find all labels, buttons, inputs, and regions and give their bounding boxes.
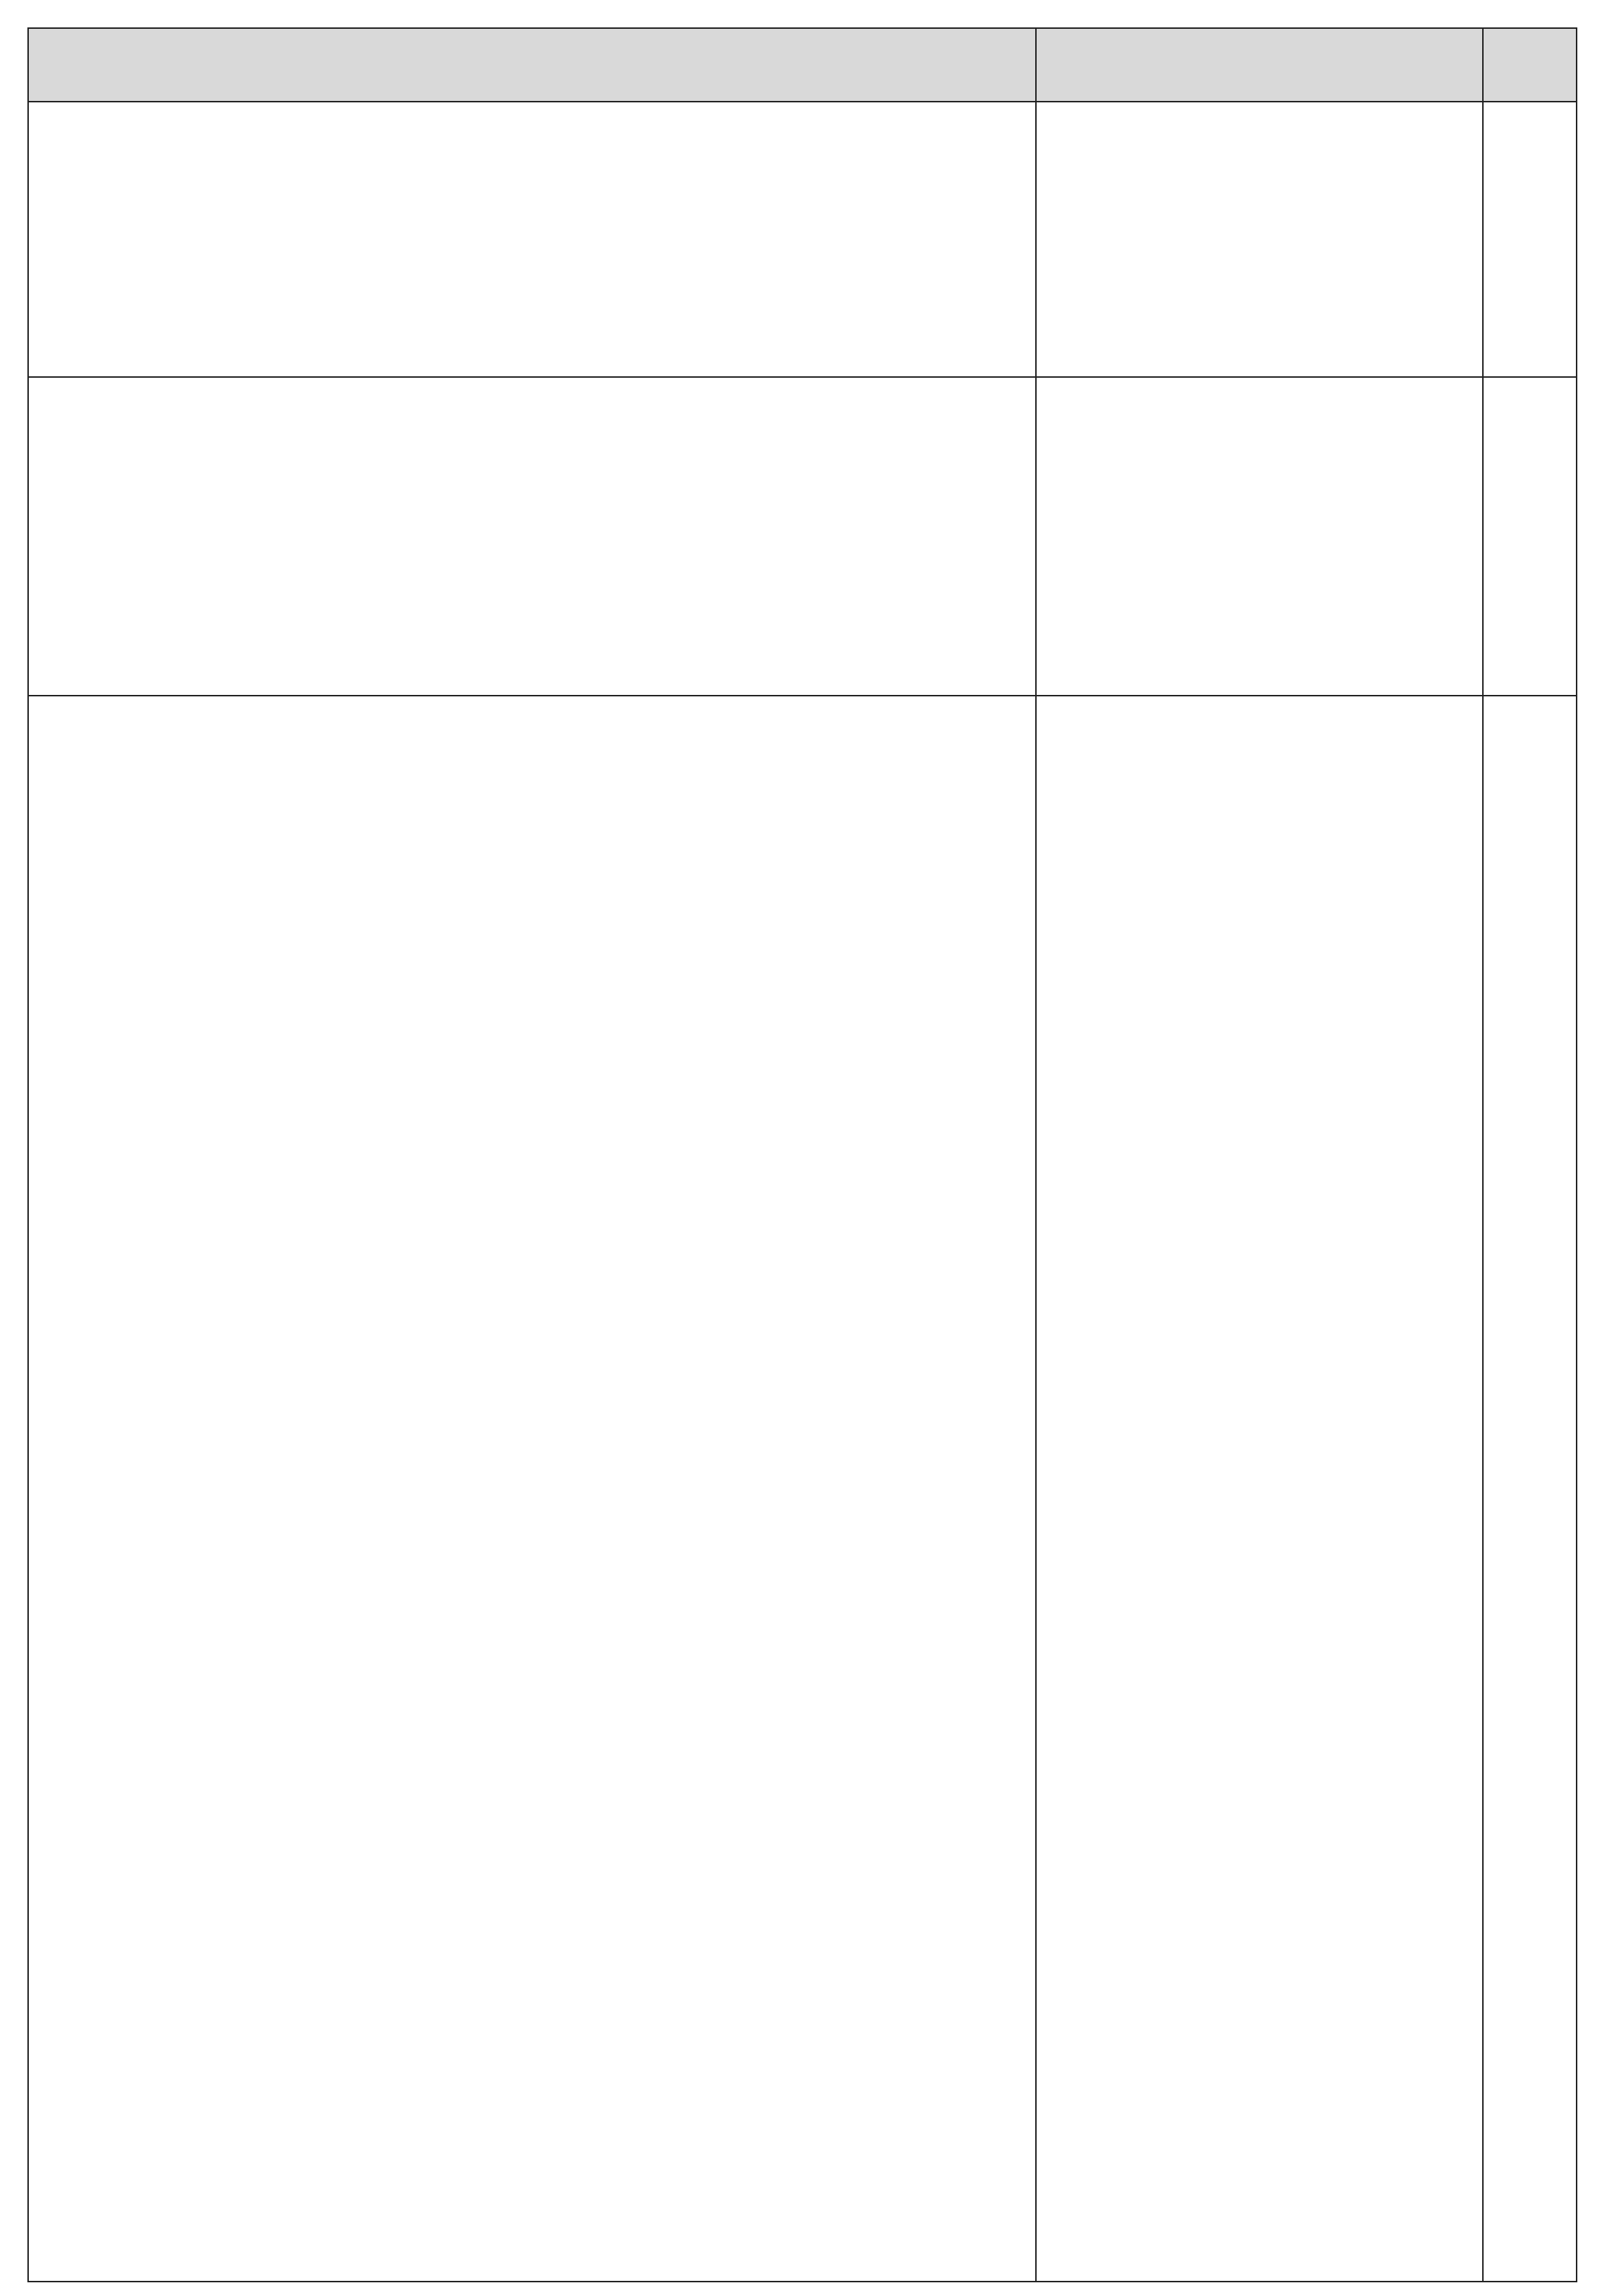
table-row	[28, 377, 1577, 696]
row-description	[28, 102, 1036, 377]
row-number	[1483, 102, 1577, 377]
row-description	[28, 377, 1036, 696]
table-row	[28, 696, 1577, 2282]
header-documents	[1036, 28, 1483, 102]
row-documents	[1036, 377, 1483, 696]
row-number	[1483, 696, 1577, 2282]
row-description	[28, 696, 1036, 2282]
table-row	[28, 102, 1577, 377]
header-row-number	[1483, 28, 1577, 102]
row-number	[1483, 377, 1577, 696]
row-documents	[1036, 102, 1483, 377]
header-description	[28, 28, 1036, 102]
row-documents	[1036, 696, 1483, 2282]
requirements-table	[27, 27, 1577, 2282]
table-header-row	[28, 28, 1577, 102]
